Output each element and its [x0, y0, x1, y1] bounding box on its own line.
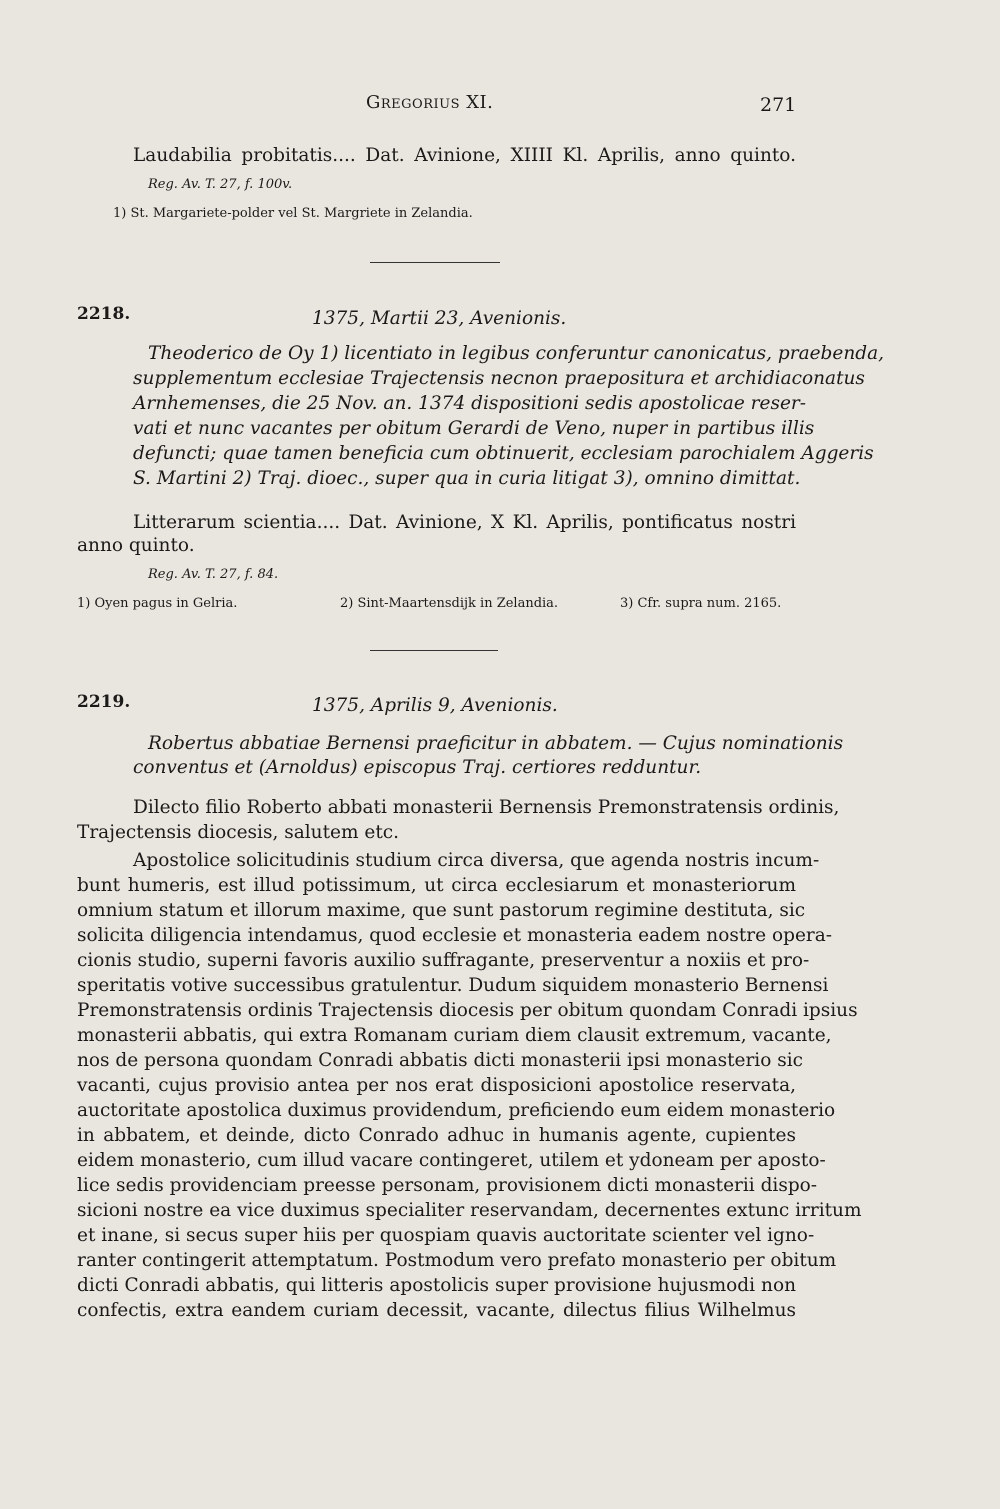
entry-summary-line: conventus et (Arnoldus) episcopus Traj. certiores redduntur.: [133, 757, 702, 778]
body-line: sicioni nostre ea vice duximus specialiter reservandam, decernentes extunc irritum: [77, 1200, 862, 1221]
page-number: 271: [760, 94, 797, 116]
entry-summary-line: Robertus abbatiae Bernensi praeficitur in abbatem. — Cujus nominationis: [148, 733, 844, 754]
body-line: monasterii abbatis, qui extra Romanam curiam diem clausit extremum, vacante,: [77, 1025, 832, 1046]
body-line: solicita diligencia intendamus, quod ecclesie et monasteria eadem nostre opera-: [77, 925, 833, 946]
body-line: bunt humeris, est illud potissimum, ut circa ecclesiarum et monasteriorum: [77, 875, 796, 896]
prev-entry-closing: Laudabilia probitatis.... Dat. Avinione, XIIII Kl. Aprilis, anno quinto.: [133, 145, 796, 166]
entry-summary-line: S. Martini 2) Traj. dioec., super qua in curia litigat 3), omnino dimittat.: [133, 468, 801, 489]
body-line: Dilecto filio Roberto abbati monasterii Bernensis Premonstratensis ordinis,: [133, 797, 840, 818]
body-line: Premonstratensis ordinis Trajectensis diocesis per obitum quondam Conradi ipsius: [77, 1000, 858, 1021]
body-line: Trajectensis diocesis, salutem etc.: [77, 822, 399, 843]
footnote: 2) Sint-Maartensdijk in Zelandia.: [340, 596, 559, 611]
section-divider: [370, 650, 498, 651]
body-line: nos de persona quondam Conradi abbatis dicti monasterii ipsi monasterio sic: [77, 1050, 803, 1071]
entry-summary-line: supplementum ecclesiae Trajectensis necnon praepositura et archidiaconatus: [133, 368, 865, 389]
entry-closing: Litterarum scientia.... Dat. Avinione, X Kl. Aprilis, pontificatus nostri: [133, 512, 796, 533]
entry-number: 2218.: [77, 304, 131, 324]
entry-summary-line: Arnhemenses, die 25 Nov. an. 1374 dispositioni sedis apostolicae reser-: [133, 393, 806, 414]
section-divider: [370, 262, 500, 263]
entry-closing: anno quinto.: [77, 535, 195, 556]
entry-date: 1375, Aprilis 9, Avenionis.: [312, 695, 558, 716]
prev-entry-reg: Reg. Av. T. 27, f. 100v.: [148, 177, 293, 192]
body-line: in abbatem, et deinde, dicto Conrado adhuc in humanis agente, cupientes: [77, 1125, 796, 1146]
body-line: speritatis votive successibus gratulentur. Dudum siquidem monasterio Bernensi: [77, 975, 829, 996]
body-line: eidem monasterio, cum illud vacare contingeret, utilem et ydoneam per aposto-: [77, 1150, 826, 1171]
prev-entry-footnote: 1) St. Margariete-polder vel St. Margriete in Zelandia.: [113, 206, 473, 221]
footnote: 3) Cfr. supra num. 2165.: [620, 596, 782, 611]
body-line: omnium statum et illorum maxime, que sunt pastorum regimine destituta, sic: [77, 900, 806, 921]
body-line: cionis studio, superni favoris auxilio suffragante, preserventur a noxiis et pro-: [77, 950, 810, 971]
footnote: 1) Oyen pagus in Gelria.: [77, 596, 238, 611]
entry-number: 2219.: [77, 692, 131, 712]
body-line: lice sedis providenciam preesse personam, provisionem dicti monasterii dispo-: [77, 1175, 818, 1196]
entry-summary-line: Theoderico de Oy 1) licentiato in legibus conferuntur canonicatus, praebenda,: [148, 343, 885, 364]
body-line: confectis, extra eandem curiam decessit, vacante, dilectus filius Wilhelmus: [77, 1300, 796, 1321]
entry-reg: Reg. Av. T. 27, f. 84.: [148, 567, 279, 582]
entry-summary-line: vati et nunc vacantes per obitum Gerardi de Veno, nuper in partibus illis: [133, 418, 815, 439]
entry-summary-line: defuncti; quae tamen beneficia cum obtinuerit, ecclesiam parochialem Aggeris: [133, 443, 874, 464]
body-line: Apostolice solicitudinis studium circa diversa, que agenda nostris incum-: [133, 850, 820, 871]
body-line: et inane, si secus super hiis per quospiam quavis auctoritate scienter vel igno-: [77, 1225, 815, 1246]
body-line: auctoritate apostolica duximus providendum, preficiendo eum eidem monasterio: [77, 1100, 836, 1121]
running-header-title: Gregorius XI.: [366, 92, 494, 113]
body-line: vacanti, cujus provisio antea per nos erat disposicioni apostolice reservata,: [77, 1075, 796, 1096]
body-line: ranter contingerit attemptatum. Postmodum vero prefato monasterio per obitum: [77, 1250, 837, 1271]
body-line: dicti Conradi abbatis, qui litteris apostolicis super provisione hujusmodi non: [77, 1275, 796, 1296]
entry-date: 1375, Martii 23, Avenionis.: [312, 308, 567, 329]
